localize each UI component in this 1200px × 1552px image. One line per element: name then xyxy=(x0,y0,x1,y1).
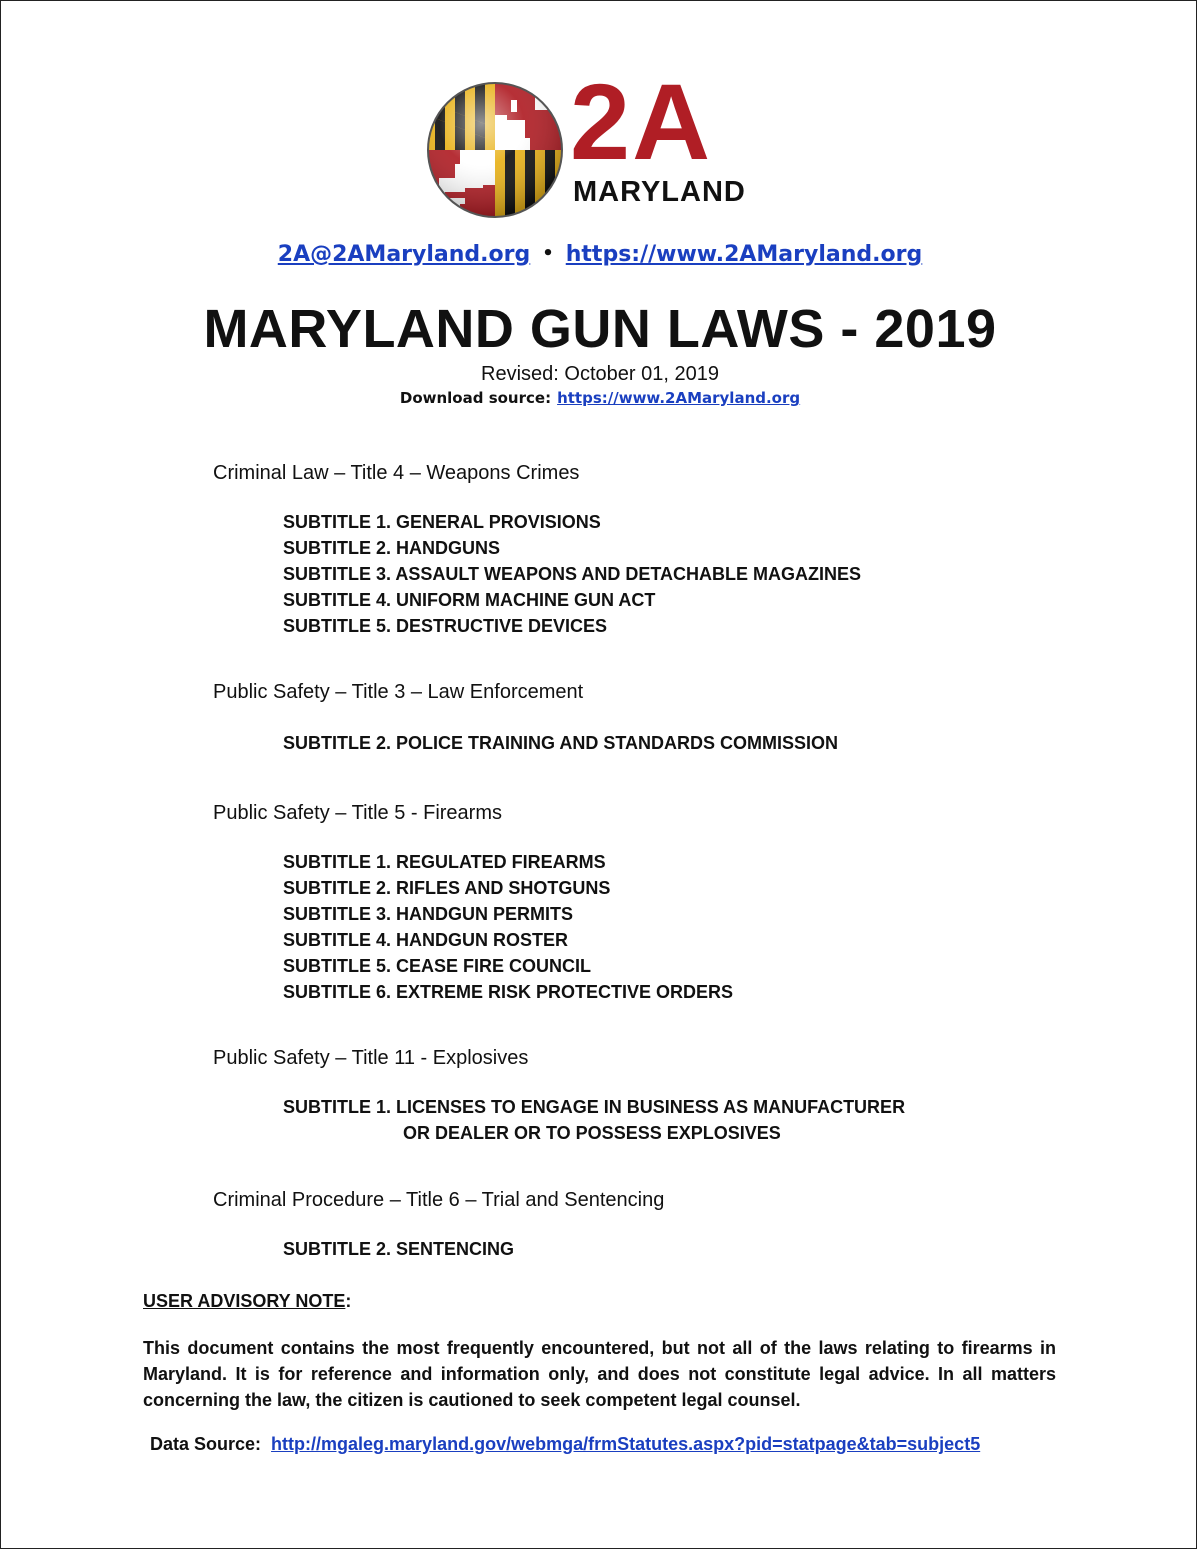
subtitle-list xyxy=(283,1236,514,1262)
page-title: MARYLAND GUN LAWS - 2019 xyxy=(203,299,997,359)
list-item: SUBTITLE 6. EXTREME RISK PROTECTIVE ORDERS xyxy=(283,982,734,1002)
list-item: SUBTITLE 2. POLICE TRAINING AND STANDARDS COMMISSION xyxy=(283,733,839,753)
section-heading: Criminal Procedure – Title 6 – Trial and Sentencing xyxy=(213,1189,665,1211)
data-source-link[interactable]: http://mgaleg.maryland.gov/webmga/frmStatutes.aspx?pid=statpage&tab=subject5 xyxy=(271,1434,981,1454)
bullet-separator: • xyxy=(542,243,554,264)
download-label: Download source: xyxy=(399,389,552,407)
list-item: SUBTITLE 1. GENERAL PROVISIONS xyxy=(283,512,601,532)
maryland-flag-circle-icon xyxy=(425,80,565,220)
subtitle-list xyxy=(283,1094,905,1146)
data-source xyxy=(150,1434,980,1455)
section-heading: Public Safety – Title 11 - Explosives xyxy=(213,1047,529,1069)
list-item: SUBTITLE 2. SENTENCING xyxy=(283,1239,515,1259)
list-item: SUBTITLE 2. RIFLES AND SHOTGUNS xyxy=(283,878,611,898)
list-item: SUBTITLE 2. HANDGUNS xyxy=(283,538,501,558)
list-item: SUBTITLE 3. ASSAULT WEAPONS AND DETACHABLE MAGAZINES xyxy=(283,564,862,584)
revised-date: Revised: October 01, 2019 xyxy=(481,363,719,385)
logo xyxy=(425,61,795,220)
email-link[interactable]: 2A@2AMaryland.org xyxy=(277,242,531,267)
advisory-heading xyxy=(143,1291,351,1312)
subtitle-list xyxy=(283,509,861,639)
list-item: OR DEALER OR TO POSSESS EXPLOSIVES xyxy=(403,1123,781,1143)
list-item: SUBTITLE 4. UNIFORM MACHINE GUN ACT xyxy=(283,590,656,610)
list-item: SUBTITLE 5. DESTRUCTIVE DEVICES xyxy=(283,616,608,636)
section-heading: Public Safety – Title 5 - Firearms xyxy=(213,802,502,824)
website-link[interactable]: https://www.2AMaryland.org xyxy=(565,242,923,267)
advisory-body: This document contains the most frequently encountered, but not all of the laws relating to firearms in Maryland. It is for reference and information only, and does not constitute legal advice. In all matters concerning the law, the citizen is cautioned to seek competent legal counsel. xyxy=(143,1338,1056,1410)
download-link[interactable]: https://www.2AMaryland.org xyxy=(557,389,801,407)
advisory-heading-text: USER ADVISORY NOTE xyxy=(143,1291,346,1311)
list-item: SUBTITLE 1. REGULATED FIREARMS xyxy=(283,852,606,872)
subtitle-list xyxy=(283,730,838,756)
section-heading: Public Safety – Title 3 – Law Enforcement xyxy=(213,681,584,703)
list-item: SUBTITLE 5. CEASE FIRE COUNCIL xyxy=(283,956,592,976)
download-source xyxy=(0,389,1200,407)
logo-maryland-text: MARYLAND xyxy=(573,176,746,208)
data-source-label: Data Source: xyxy=(150,1434,262,1454)
list-item: SUBTITLE 4. HANDGUN ROSTER xyxy=(283,930,569,950)
contact-line xyxy=(0,242,1200,267)
list-item: SUBTITLE 1. LICENSES TO ENGAGE IN BUSINESS AS MANUFACTURER xyxy=(283,1097,906,1117)
section-heading: Criminal Law – Title 4 – Weapons Crimes xyxy=(213,462,580,484)
advisory-colon: : xyxy=(345,1291,352,1311)
logo-2a-text: 2A xyxy=(570,61,713,182)
subtitle-list xyxy=(283,849,733,1005)
list-item: SUBTITLE 3. HANDGUN PERMITS xyxy=(283,904,574,924)
